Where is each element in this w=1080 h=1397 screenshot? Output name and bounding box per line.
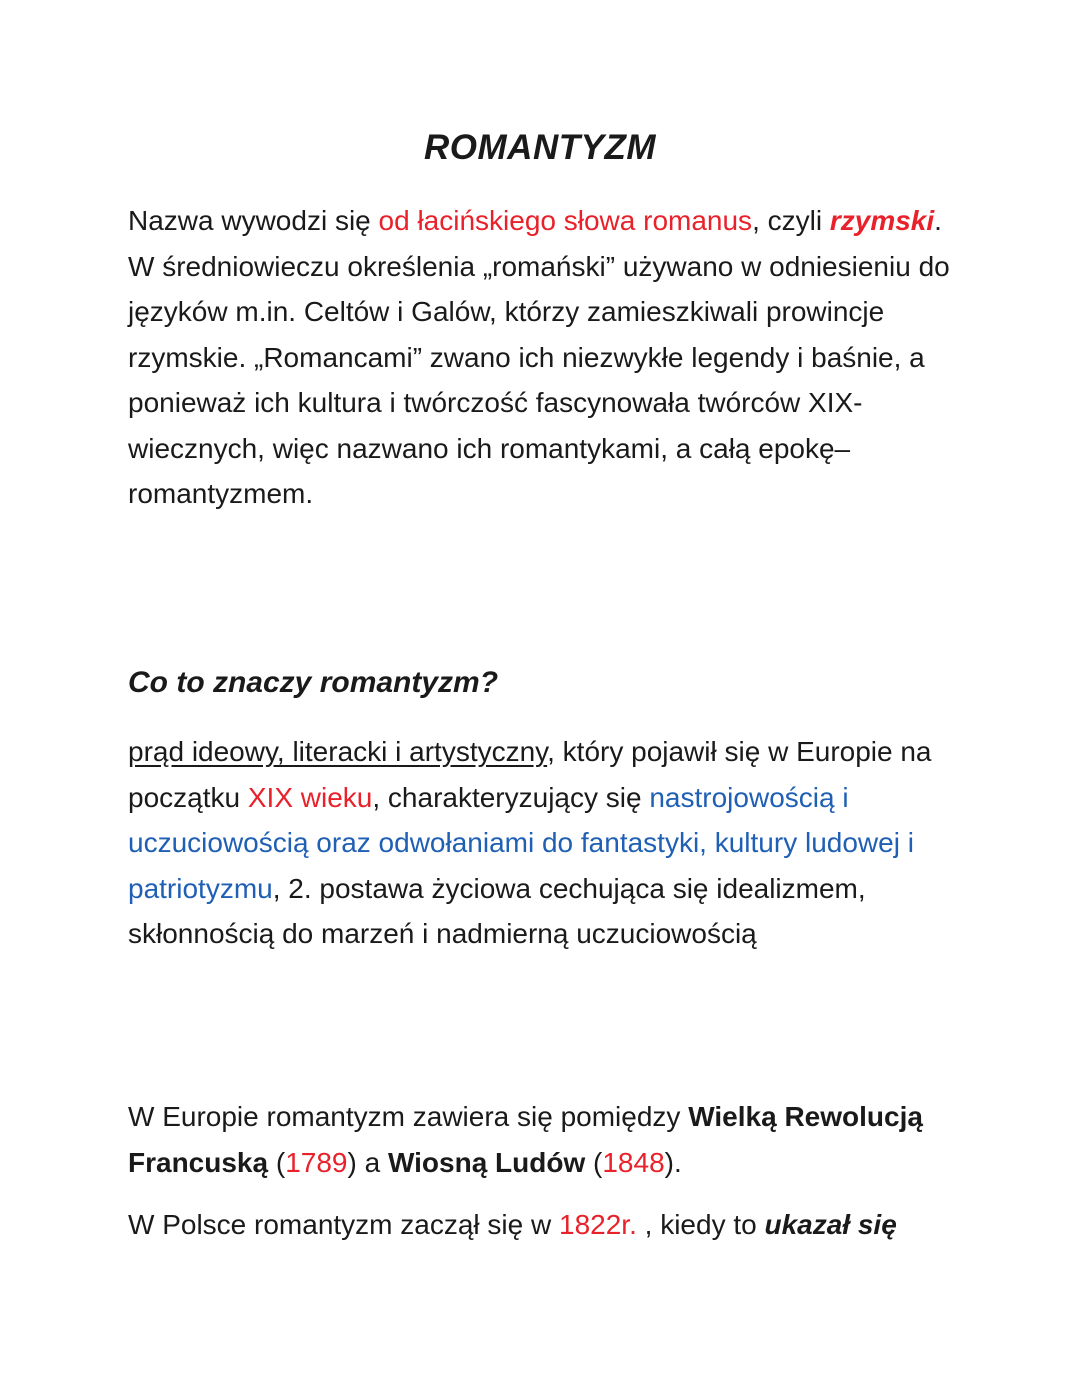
europe-period-paragraph	[128, 1094, 968, 1185]
spring-of-nations-bold: Wiosną Ludów	[387, 1146, 586, 1178]
definition-paragraph	[128, 729, 968, 957]
text-span: , kiedy to	[636, 1209, 765, 1240]
text-span: W średniowieczu określenia „romański” używano w odniesieniu do języków m.in. Celtów i Galów, którzy zamieszkiwali prowincje rzymskie. „Romancami” zwano ich niezwykłe legendy i baśnie, a ponieważ ich kultura i twórczość fascynowała twórców XIX-wiecznych, więc nazwano ich romantykami, a całą epokę– romantyzmem.	[128, 250, 950, 509]
text-span: .	[934, 205, 942, 236]
features-highlight: nastrojowością i uczuciowością oraz odwołaniami do fantastyki, kultury ludowej i patriotyzmu	[128, 781, 914, 904]
text-span: Nazwa wywodzi się	[128, 205, 379, 236]
ukazal-sie-bold-italic: ukazał się	[764, 1209, 897, 1240]
text-span: W Polsce romantyzm zaczął się w	[128, 1209, 559, 1240]
text-span: (	[585, 1146, 603, 1178]
century-highlight: XIX wieku	[247, 781, 373, 813]
year-1789: 1789	[285, 1146, 348, 1178]
text-span: , 2. postawa życiowa cechująca się idealizmem, skłonnością do marzeń i nadmierną uczuciowością	[128, 872, 866, 949]
rzymski-highlight: rzymski	[829, 205, 935, 236]
french-revolution-bold: Wielką Rewolucją Francuską	[128, 1101, 923, 1178]
year-1848: 1848	[602, 1146, 665, 1178]
definition-heading: Co to znaczy romantyzm?	[128, 666, 499, 699]
text-span: , charakteryzujący się	[372, 781, 650, 813]
year-1822: 1822r.	[559, 1209, 637, 1240]
poland-period-paragraph	[128, 1202, 968, 1248]
definition-underlined: prąd ideowy, literacki i artystyczny	[128, 736, 548, 767]
page-title: ROMANTYZM	[424, 128, 656, 167]
etymology-paragraph	[128, 198, 968, 517]
text-span: W Europie romantyzm zawiera się pomiędzy	[128, 1101, 689, 1132]
text-span: , który pojawił się w Europie na początku	[128, 736, 932, 813]
text-span: , czyli	[752, 205, 830, 236]
latin-origin-highlight: od łacińskiego słowa romanus	[378, 205, 753, 236]
text-span: ).	[664, 1146, 682, 1178]
text-span: (	[268, 1146, 286, 1178]
text-span: ) a	[347, 1146, 388, 1178]
